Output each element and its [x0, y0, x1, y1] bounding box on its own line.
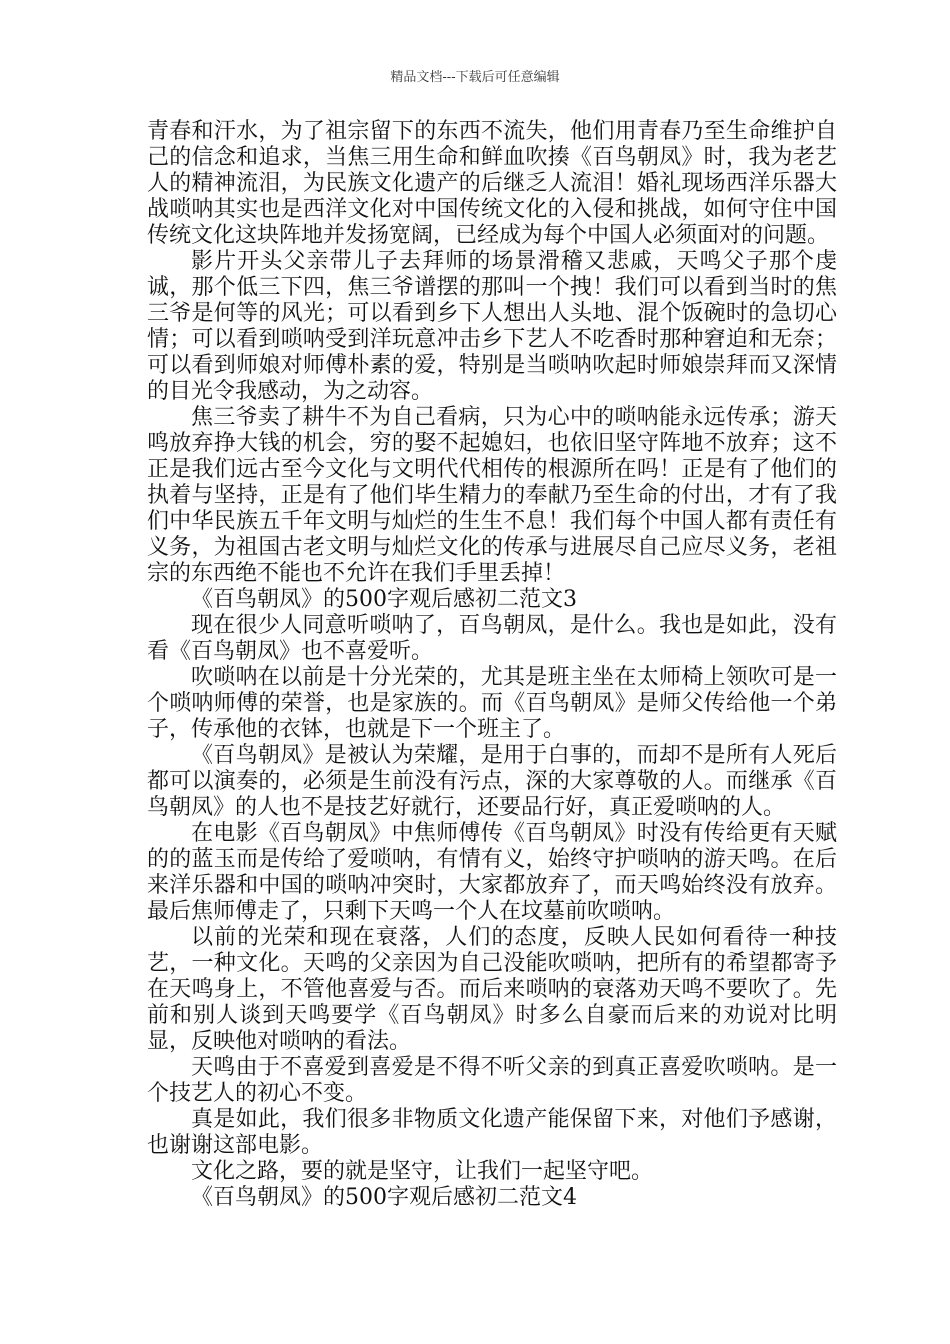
paragraph: 文化之路，要的就是坚守，让我们一起坚守吧。 — [191, 1159, 654, 1184]
paragraph: 天鸣由于不喜爱到喜爱是不得不听父亲的到真正喜爱吹唢呐。是一个技艺人的初心不变。 — [147, 1055, 837, 1106]
paragraph: 真是如此，我们很多非物质文化遗产能保留下来，对他们予感谢，也谢谢这部电影。 — [147, 1107, 837, 1158]
paragraph: 焦三爷卖了耕牛不为自己看病，只为心中的唢呐能永远传承；游天鸣放弃挣大钱的机会，穷的娶不起媳妇，也依旧坚守阵地不放弃；这不正是我们远古至今文化与文明代代相传的根源所在吗！正是有了他们的执着与坚持，正是有了他们毕生精力的奉献乃至生命的付出，才有了我们中华民族五千年文明与灿烂的生生不息！我们每个中国人都有责任有义务，为祖国古老文明与灿烂文化的传承与进展尽自己应尽义务，老祖宗的东西绝不能也不允许在我们手里丢掉！ — [147, 405, 837, 586]
paragraph: 吹唢呐在以前是十分光荣的，尤其是班主坐在太师椅上领吹可是一个唢呐师傅的荣誉，也是家族的。而《百鸟朝凤》是师父传给他一个弟子，传承他的衣钵，也就是下一个班主了。 — [147, 665, 837, 742]
paragraph: 影片开头父亲带儿子去拜师的场景滑稽又悲戚，天鸣父子那个虔诚，那个低三下四，焦三爷谱摆的那叫一个拽！我们可以看到当时的焦三爷是何等的风光；可以看到乡下人想出人头地、混个饭碗时的急切心情；可以看到唢呐受到洋玩意冲击乡下艺人不吃香时那种窘迫和无奈；可以看到师娘对师傅朴素的爱，特别是当唢呐吹起时师娘崇拜而又深情的目光令我感动，为之动容。 — [147, 249, 837, 404]
paragraph: 青春和汗水，为了祖宗留下的东西不流失，他们用青春乃至生命维护自己的信念和追求，当焦三用生命和鲜血吹揍《百鸟朝凤》时，我为老艺人的精神流泪，为民族文化遗产的后继乏人流泪！婚礼现场西洋乐器大战唢呐其实也是西洋文化对中国传统文化的入侵和挑战，如何守住中国传统文化这块阵地并发扬宽阔，已经成为每个中国人必须面对的问题。 — [147, 119, 837, 248]
paragraph: 现在很少人同意听唢呐了，百鸟朝凤，是什么。我也是如此，没有看《百鸟朝凤》也不喜爱听。 — [147, 613, 837, 664]
paragraph: 在电影《百鸟朝凤》中焦师傅传《百鸟朝凤》时没有传给更有天赋的的蓝玉而是传给了爱唢呐，有情有义，始终守护唢呐的游天鸣。在后来洋乐器和中国的唢呐冲突时，大家都放弃了，而天鸣始终没有放弃。最后焦师傅走了，只剩下天鸣一个人在坟墓前吹唢呐。 — [147, 821, 837, 924]
section-heading: 《百鸟朝凤》的500字观后感初二范文3 — [191, 587, 577, 612]
paragraph: 《百鸟朝凤》是被认为荣耀，是用于白事的，而却不是所有人死后都可以演奏的，必须是生前没有污点，深的大家尊敬的人。而继承《百鸟朝凤》的人也不是技艺好就行，还要品行好，真正爱唢呐的人。 — [147, 743, 837, 820]
page-header: 精品文档---下载后可任意编辑 — [390, 70, 560, 85]
document-body — [147, 119, 837, 1211]
paragraph: 以前的光荣和现在衰落，人们的态度，反映人民如何看待一种技艺，一种文化。天鸣的父亲因为自己没能吹唢呐，把所有的希望都寄予在天鸣身上，不管他喜爱与否。而后来唢呐的衰落劝天鸣不要吹了。先前和别人谈到天鸣要学《百鸟朝凤》时多么自豪而后来的劝说对比明显，反映他对唢呐的看法。 — [147, 925, 837, 1054]
section-heading: 《百鸟朝凤》的500字观后感初二范文4 — [191, 1185, 577, 1210]
